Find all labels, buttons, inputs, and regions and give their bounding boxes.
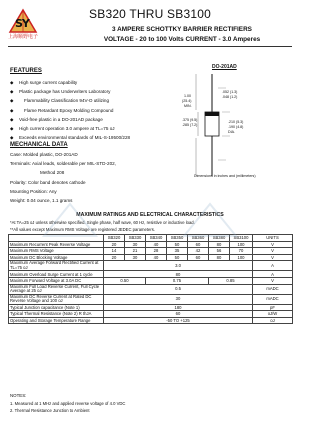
unit-cell: A bbox=[253, 271, 293, 278]
table-row bbox=[9, 277, 293, 284]
logo-company-name: 上海顺野电子 bbox=[8, 34, 39, 40]
unit-cell: V bbox=[253, 277, 293, 284]
table-row bbox=[9, 271, 293, 278]
value-cell: 80 bbox=[104, 271, 253, 278]
table-row bbox=[9, 317, 293, 324]
ratings-heading: MAXIMUM RATINGS AND ELECTRICAL CHARACTERISTICS bbox=[76, 212, 224, 218]
param-cell: Operating and Storage Temperature Range bbox=[9, 317, 104, 324]
dim-dia-label: DIA. bbox=[228, 130, 235, 134]
package-label: DO-201AD bbox=[212, 64, 237, 70]
dim-lead-dia-min: .048 (1.2) bbox=[222, 95, 238, 99]
value-cell: 180 bbox=[104, 304, 253, 311]
unit-cell: oJ/W bbox=[253, 311, 293, 318]
unit-cell: V bbox=[253, 241, 293, 248]
value-cell: 0.5 bbox=[104, 284, 253, 294]
table-row bbox=[9, 241, 293, 248]
param-cell: Maximum Forward Voltage at 3.0A DC bbox=[9, 277, 104, 284]
feature-item: ◆ Flame Retardant Epoxy Molding Compound bbox=[10, 106, 180, 115]
note-item: 2. Thermal Resistance Junction to Ambient bbox=[10, 408, 90, 413]
feature-item: ◆ High surge current capability bbox=[10, 78, 180, 87]
features-heading: FEATURES bbox=[10, 68, 42, 74]
package-caption: Dimensions in inches and (millimeters) bbox=[194, 174, 256, 178]
table-row bbox=[9, 248, 293, 255]
param-cell: Maximum Full Load Reverse Current, Full Cycle Average at 25 oJ bbox=[9, 284, 104, 294]
column-header: SB360 bbox=[188, 235, 209, 242]
value-cell: 56 bbox=[209, 248, 230, 255]
value-cell: 3.0 bbox=[104, 261, 253, 271]
product-subtitle: 3 AMPERE SCHOTTKY BARRIER RECTIFIERS bbox=[112, 26, 252, 33]
watermark-icon bbox=[40, 200, 100, 240]
param-cell: Maximum Average Forward Rectified Current at TL=75 oJ bbox=[9, 261, 104, 271]
value-cell: 80 bbox=[209, 241, 230, 248]
feature-item: ◆ Exceeds environmental standards of MIL-S-19500/228 bbox=[10, 133, 180, 142]
note-item: 1. Measured at 1 MHz and applied reverse voltage of 4.0 VDC bbox=[10, 401, 126, 406]
dim-body-length-max: .375 (9.5) bbox=[182, 118, 198, 122]
value-cell: 28 bbox=[146, 248, 167, 255]
value-cell: 50 bbox=[167, 254, 188, 261]
features-list bbox=[10, 78, 180, 142]
ratings-table bbox=[8, 234, 293, 324]
table-row bbox=[9, 284, 293, 294]
unit-cell: pF bbox=[253, 304, 293, 311]
value-cell: 60 bbox=[104, 311, 253, 318]
table-row bbox=[9, 294, 293, 304]
param-cell: Maximum Overload Surge Current at 1 cycle bbox=[9, 271, 104, 278]
value-cell: 20 bbox=[104, 241, 125, 248]
column-header: SB330 bbox=[125, 235, 146, 242]
mechanical-line: Method 208 bbox=[40, 170, 65, 176]
feature-item: ◆ Void-free plastic in a DO-201AD package bbox=[10, 115, 180, 124]
header-rule bbox=[8, 46, 292, 47]
dim-body-dia-max: .210 (5.3) bbox=[228, 120, 244, 124]
value-cell: -50 TO +125 bbox=[104, 317, 253, 324]
table-row bbox=[9, 311, 293, 318]
value-cell: 80 bbox=[209, 254, 230, 261]
value-cell: 21 bbox=[125, 248, 146, 255]
package-outline-drawing bbox=[182, 72, 292, 180]
unit-cell: mADC bbox=[253, 294, 293, 304]
table-row bbox=[9, 304, 293, 311]
mechanical-line: Mounting Position: Any bbox=[10, 188, 57, 194]
logo-letters: SY bbox=[15, 17, 29, 30]
value-cell: 100 bbox=[230, 241, 253, 248]
mechanical-line: Case: Molded plastic, DO-201AD bbox=[10, 152, 78, 157]
table-row bbox=[9, 261, 293, 271]
ratings-note-1: *At TA=25 oJ unless otherwise specified. Single phase, half wave, 60 Hz, resistive or inductive load. bbox=[10, 220, 195, 225]
column-header: SB320 bbox=[104, 235, 125, 242]
value-cell: 0.85 bbox=[209, 277, 253, 284]
value-cell: 0.75 bbox=[146, 277, 209, 284]
feature-item: ◆ High current operation 3.0 ampere at TL=75 oJ bbox=[10, 124, 180, 133]
column-header: SB380 bbox=[209, 235, 230, 242]
dim-lead-length-min: MIN. bbox=[184, 104, 192, 108]
column-header: SB3100 bbox=[230, 235, 253, 242]
mechanical-data bbox=[10, 150, 180, 205]
value-cell: 14 bbox=[104, 248, 125, 255]
mechanical-heading: MECHANICAL DATA bbox=[10, 142, 68, 148]
value-cell: 50 bbox=[167, 241, 188, 248]
value-cell: 60 bbox=[188, 254, 209, 261]
unit-cell: A bbox=[253, 261, 293, 271]
param-cell: Typical Thermal Resistance (Note 2) R thJA bbox=[9, 311, 104, 318]
column-header: SB340 bbox=[146, 235, 167, 242]
watermark-icon bbox=[180, 200, 240, 240]
dim-body-dia-min: .190 (4.8) bbox=[228, 125, 244, 129]
dim-lead-length: 1.00 bbox=[184, 94, 191, 98]
column-header: UNITS bbox=[253, 235, 293, 242]
value-cell: 30 bbox=[125, 254, 146, 261]
dim-body-length-min: .285 (7.2) bbox=[182, 123, 198, 127]
value-cell: 70 bbox=[230, 248, 253, 255]
column-header: SB350 bbox=[167, 235, 188, 242]
value-cell: 20 bbox=[104, 254, 125, 261]
param-cell: Maximum DC Reverse Current at Rated DC Reverse Voltage and 100 oJ bbox=[9, 294, 104, 304]
ratings-note-2: **All values except Maximum RMS Voltage are registered JEDEC parameters. bbox=[10, 227, 155, 232]
value-cell: 0.50 bbox=[104, 277, 146, 284]
value-cell: 30 bbox=[104, 294, 253, 304]
value-cell: 42 bbox=[188, 248, 209, 255]
feature-item: ◆ Flammability Classification 94V-O utilizing bbox=[10, 96, 180, 105]
unit-cell: oJ bbox=[253, 317, 293, 324]
value-cell: 30 bbox=[125, 241, 146, 248]
unit-cell: V bbox=[253, 254, 293, 261]
unit-cell: V bbox=[253, 248, 293, 255]
voltage-current-subtitle: VOLTAGE - 20 to 100 Volts CURRENT - 3.0 Amperes bbox=[103, 36, 261, 43]
value-cell: 100 bbox=[230, 254, 253, 261]
value-cell: 60 bbox=[188, 241, 209, 248]
dim-lead-dia-max: .052 (1.3) bbox=[222, 90, 238, 94]
mechanical-line: Polarity: Color band denotes cathode bbox=[10, 179, 86, 185]
mechanical-line: Terminals: Axial leads, solderable per MIL-STD-202, bbox=[10, 161, 116, 167]
value-cell: 35 bbox=[167, 248, 188, 255]
param-cell: Typical Junction capacitance (Note 1) bbox=[9, 304, 104, 311]
notes-heading: NOTES: bbox=[10, 393, 27, 398]
table-row bbox=[9, 254, 293, 261]
param-cell: Maximum RMS Voltage bbox=[9, 248, 104, 255]
feature-item: ◆ Plastic package has Underwriters Laboratory bbox=[10, 87, 180, 96]
mechanical-line: Weight: 0.04 ounce, 1.1 grams bbox=[10, 198, 73, 204]
param-cell: Maximum Recurrent Peak Reverse Voltage bbox=[9, 241, 104, 248]
value-cell: 40 bbox=[146, 254, 167, 261]
unit-cell: mADC bbox=[253, 284, 293, 294]
param-cell: Maximum DC Blocking Voltage bbox=[9, 254, 104, 261]
value-cell: 40 bbox=[146, 241, 167, 248]
page-title: SB320 THRU SB3100 bbox=[89, 7, 211, 21]
dim-lead-length-mm: (25.4) bbox=[182, 99, 192, 103]
